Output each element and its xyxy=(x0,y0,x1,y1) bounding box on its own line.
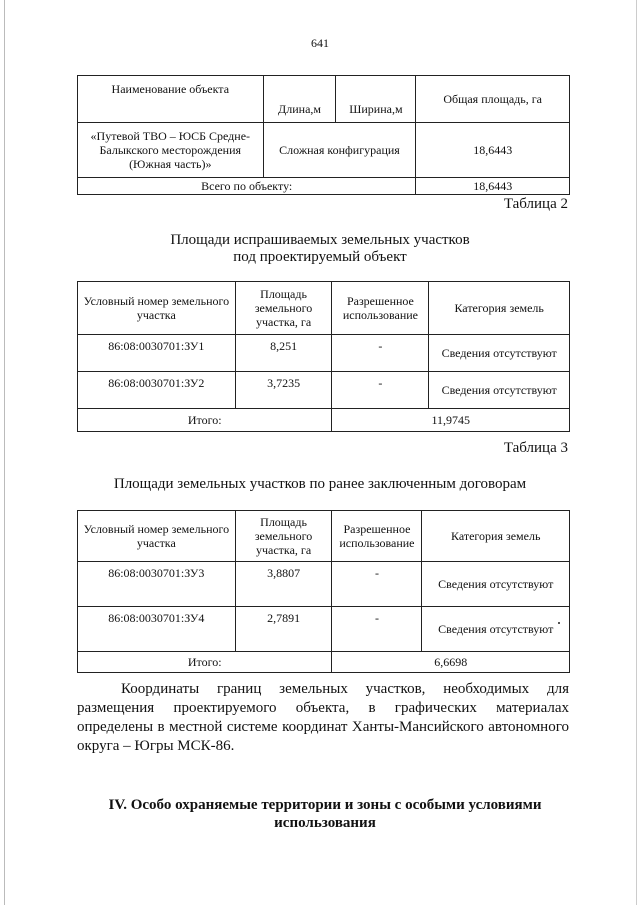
table2-title-line1: Площади испрашиваемых земельных участков xyxy=(170,232,470,248)
contract-plots-table xyxy=(77,510,570,673)
requested-plots-table xyxy=(77,281,570,432)
total-label: Всего по объекту: xyxy=(78,178,416,195)
permitted-use-cell: - xyxy=(332,562,422,607)
plot-area-cell: 8,251 xyxy=(235,335,332,372)
land-category-cell: Сведения отсутствуют xyxy=(422,607,570,652)
total-value: 11,9745 xyxy=(332,409,570,432)
header-plot-area: Площадь земельного участка, га xyxy=(235,511,332,562)
header-plot-number: Условный номер земельного участка xyxy=(78,511,236,562)
scan-speck xyxy=(558,622,560,624)
plot-number-cell: 86:08:0030701:ЗУ4 xyxy=(78,607,236,652)
total-value: 6,6698 xyxy=(332,652,570,673)
header-land-category: Категория земель xyxy=(422,511,570,562)
total-label: Итого: xyxy=(78,409,332,432)
header-land-category: Категория земель xyxy=(429,282,570,335)
plot-area-cell: 3,7235 xyxy=(235,372,332,409)
table-row xyxy=(78,607,570,652)
table3-title: Площади земельных участков по ранее заключенным договорам xyxy=(113,476,527,492)
area-cell: 18,6443 xyxy=(416,123,570,178)
table-row xyxy=(78,123,570,178)
plot-area-cell: 2,7891 xyxy=(235,607,332,652)
table-row xyxy=(78,335,570,372)
plot-area-cell: 3,8807 xyxy=(235,562,332,607)
plot-number-cell: 86:08:0030701:ЗУ3 xyxy=(78,562,236,607)
total-value: 18,6443 xyxy=(416,178,570,195)
total-row xyxy=(78,652,570,673)
coordinates-paragraph: Координаты границ земельных участков, необходимых для размещения проектируемого объекта, в графических материалах определены в местной системе координат Ханты-Мансийского автономного округа – Югры МСК-86. xyxy=(77,681,569,754)
total-label: Итого: xyxy=(78,652,332,673)
object-name-cell: «Путевой ТВО – ЮСБ Средне-Балыкского месторождения (Южная часть)» xyxy=(78,123,264,178)
table2-label: Таблица 2 xyxy=(503,196,568,212)
object-area-table xyxy=(77,75,570,195)
configuration-cell: Сложная конфигурация xyxy=(263,123,416,178)
scan-edge-right xyxy=(636,0,637,905)
land-category-cell: Сведения отсутствуют xyxy=(429,335,570,372)
table-row xyxy=(78,372,570,409)
section-heading: IV. Особо охраняемые территории и зоны с особыми условиями использования xyxy=(108,797,542,831)
table3-label: Таблица 3 xyxy=(503,440,568,456)
table-header-row xyxy=(78,282,570,335)
table-row xyxy=(78,562,570,607)
table-header-row xyxy=(78,511,570,562)
header-plot-number: Условный номер земельного участка xyxy=(78,282,236,335)
plot-number-cell: 86:08:0030701:ЗУ2 xyxy=(78,372,236,409)
permitted-use-cell: - xyxy=(332,372,429,409)
header-permitted-use: Разрешенное использование xyxy=(332,282,429,335)
plot-number-cell: 86:08:0030701:ЗУ1 xyxy=(78,335,236,372)
total-row xyxy=(78,178,570,195)
table2-title-line2: под проектируемый объект xyxy=(233,249,407,265)
permitted-use-cell: - xyxy=(332,335,429,372)
header-length: Длина,м xyxy=(263,76,336,123)
header-width: Ширина,м xyxy=(336,76,416,123)
header-total-area: Общая площадь, га xyxy=(416,76,570,123)
permitted-use-cell: - xyxy=(332,607,422,652)
header-permitted-use: Разрешенное использование xyxy=(332,511,422,562)
header-object-name: Наименование объекта xyxy=(78,76,264,123)
table-header-row xyxy=(78,76,570,123)
land-category-cell: Сведения отсутствуют xyxy=(429,372,570,409)
page-number: 641 xyxy=(311,36,329,50)
land-category-cell: Сведения отсутствуют xyxy=(422,562,570,607)
total-row xyxy=(78,409,570,432)
header-plot-area: Площадь земельного участка, га xyxy=(235,282,332,335)
scan-edge-left xyxy=(4,0,5,905)
